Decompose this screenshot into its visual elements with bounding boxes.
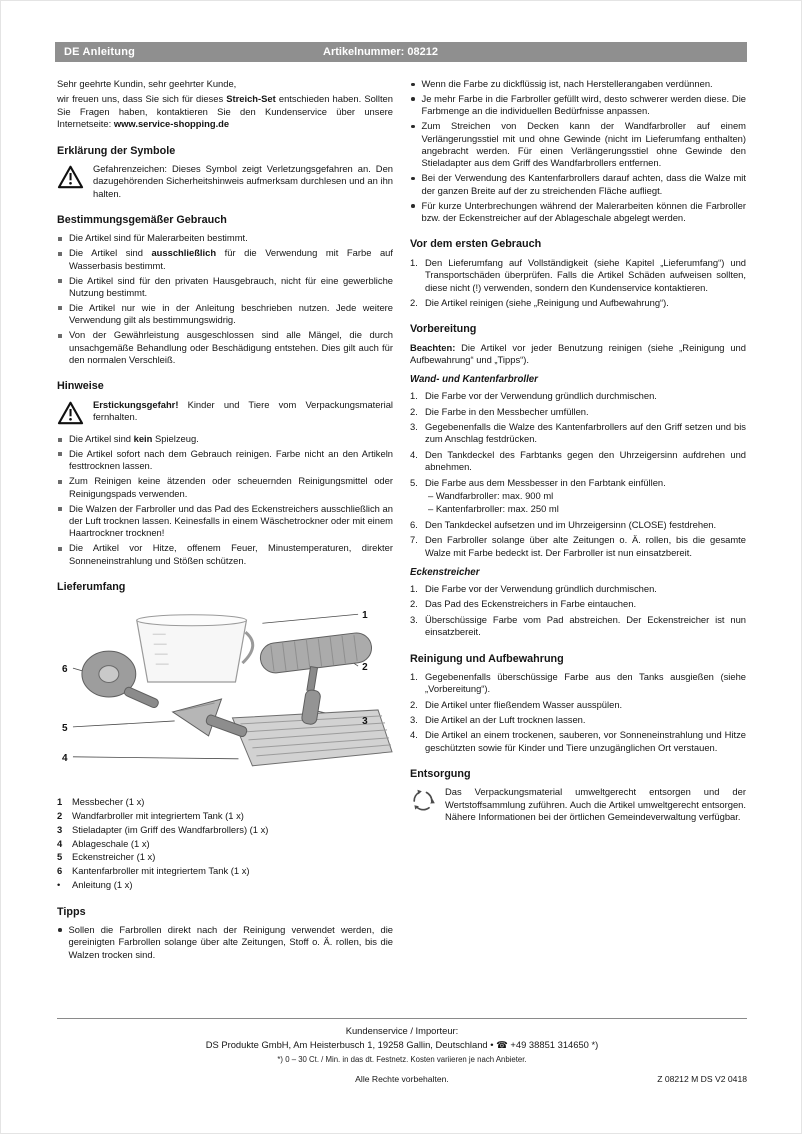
header-bar bbox=[55, 42, 747, 62]
callout-line bbox=[73, 721, 175, 727]
footer-address-line bbox=[57, 1039, 747, 1051]
vorbereitung-note: Beachten: Die Artikel vor jeder Benutzung reinigen (siehe „Reinigung und Aufbewahrung“ und „Tipps“). bbox=[410, 341, 746, 365]
header-article-number: Artikelnummer: 08212 bbox=[323, 46, 438, 58]
salutation: Sehr geehrte Kundin, sehr geehrter Kunde, bbox=[57, 78, 237, 89]
section-heading-lieferumfang: Lieferumfang bbox=[57, 581, 126, 594]
bullet-dot-icon bbox=[58, 928, 62, 932]
sub-item: – Kantenfarbroller: max. 250 ml bbox=[428, 503, 559, 515]
list-item-text: Zum Streichen von Decken kann der Wandfarbroller auf einem Verlängerungsstiel mit und ohne Gewinde (nicht im Lieferumfang enthalten) angebracht werden. Für einen Verlängerungsstiel ohne Gewinde den Stieladapter aus dem Griff des Wandfarbrollers entfernen. bbox=[421, 120, 746, 169]
numbered-item: Den Farbroller solange über alte Zeitungen o. Ä. rollen, bis die gesamte Walze mit Farbe bedeckt ist. Der Farbroller ist nun einsatzbereit. bbox=[425, 534, 746, 558]
legend-text: Stieladapter (im Griff des Wandfarbrollers) (1 x) bbox=[72, 823, 269, 835]
symbol-warning-block bbox=[57, 163, 393, 200]
section-heading-erster-gebrauch: Vor dem ersten Gebrauch bbox=[410, 238, 542, 251]
legend-text: Kantenfarbroller mit integriertem Tank (1 x) bbox=[72, 865, 250, 877]
section-heading-reinigung: Reinigung und Aufbewahrung bbox=[410, 652, 564, 665]
entsorgung-text: Das Verpackungsmaterial umweltgerecht entsorgen und der Wertstoffsammlung zuführen. Auch die Artikel umweltgerecht entsorgen. Nähere Informationen bei der örtlichen Gemeindeverwaltung verfügbar. bbox=[445, 786, 746, 823]
numbered-item: Das Pad des Eckenstreichers in Farbe eintauchen. bbox=[425, 598, 637, 610]
numbered-item-text: Die Farbe aus dem Messbesser in den Farbtank einfüllen. bbox=[425, 476, 666, 488]
legend-num: 6 bbox=[57, 865, 63, 877]
callout-4: 4 bbox=[61, 753, 68, 765]
numbered-item: Überschüssige Farbe vom Pad abstreichen. Der Eckenstreicher ist nun einsatzbereit. bbox=[425, 613, 746, 638]
numbered-item: Die Artikel unter fließendem Wasser ausspülen. bbox=[425, 698, 623, 710]
bullet-square-icon bbox=[58, 438, 62, 442]
list-item-text: Die Artikel sind ausschließlich für die Verwendung mit Farbe auf Wasserbasis bestimmt. bbox=[69, 247, 393, 271]
list-item-text: Für kurze Unterbrechungen während der Malerarbeiten können die Farbroller bzw. der Eckenstreicher auf der Ablageschale abgelegt werden. bbox=[421, 199, 746, 224]
list-item-text: Wenn die Farbe zu dickflüssig ist, nach Herstellerangaben verdünnen. bbox=[421, 78, 713, 89]
numbered-item bbox=[410, 477, 746, 516]
legend-text: Eckenstreicher (1 x) bbox=[72, 851, 156, 863]
callout-2: 2 bbox=[362, 662, 368, 674]
footer-rights: Alle Rechte vorbehalten. bbox=[355, 1074, 449, 1085]
numbered-item: Den Tankdeckel aufsetzen und im Uhrzeigersinn (CLOSE) festdrehen. bbox=[425, 518, 717, 530]
section-heading-gebrauch: Bestimmungsgemäßer Gebrauch bbox=[57, 214, 227, 227]
eckenstreicher-steps bbox=[410, 583, 746, 639]
list-item bbox=[57, 475, 393, 500]
numbered-item: Die Farbe in den Messbecher umfüllen. bbox=[425, 405, 589, 417]
hinweise-warning-text: Erstickungsgefahr! Kinder und Tiere vom Verpackungsmaterial fernhalten. bbox=[93, 398, 393, 423]
legend-row bbox=[57, 824, 393, 836]
left-column bbox=[57, 78, 393, 964]
bullet-dot-icon bbox=[411, 177, 415, 181]
legend-num: 3 bbox=[57, 823, 63, 835]
list-item bbox=[410, 120, 746, 170]
legend-num: 1 bbox=[57, 795, 63, 807]
numbered-item: Die Artikel reinigen (siehe „Reinigung und Aufbewahrung“). bbox=[425, 296, 669, 308]
bullet-square-icon bbox=[58, 480, 62, 484]
legend-text: Messbecher (1 x) bbox=[72, 795, 145, 807]
footer-bottom-row bbox=[57, 1074, 747, 1085]
bullet-square-icon bbox=[58, 452, 62, 456]
section-heading-hinweise: Hinweise bbox=[57, 380, 104, 393]
list-item-text: Die Artikel sind für den privaten Hausgebrauch, nicht für eine gewerbliche Nutzung bestimmt. bbox=[69, 274, 393, 298]
symbol-warning-text: Gefahrenzeichen: Dieses Symbol zeigt Verletzungsgefahren an. Den dazugehörenden Sicherheitshinweis aufmerksam durchlesen und an ihn halten. bbox=[93, 162, 393, 199]
footer-phone-number: +49 38851 314650 *) bbox=[507, 1039, 599, 1051]
legend-row bbox=[57, 879, 393, 891]
legend-row bbox=[57, 865, 393, 877]
legend-text: Wandfarbroller mit integriertem Tank (1 x) bbox=[72, 809, 244, 821]
bullet-dot-icon bbox=[411, 97, 415, 101]
hinweise-list bbox=[57, 433, 393, 567]
right-column bbox=[410, 78, 746, 964]
bullet-square-icon bbox=[58, 252, 62, 256]
lieferumfang-figure bbox=[57, 600, 393, 791]
bullet-square-icon bbox=[58, 279, 62, 283]
list-item bbox=[57, 503, 393, 540]
bullet-square-icon bbox=[58, 334, 62, 338]
list-item bbox=[57, 247, 393, 272]
recycle-icon bbox=[410, 788, 436, 815]
numbered-item: Die Artikel an einem trockenen, sauberen, vor Sonneneinstrahlung und Hitze geschützten sowie für Kinder und Tiere unzugänglichen Ort verstauen. bbox=[425, 729, 746, 753]
list-item bbox=[57, 302, 393, 327]
bullet-square-icon bbox=[58, 547, 62, 551]
numbered-item: Die Artikel an der Luft trocknen lassen. bbox=[425, 713, 586, 725]
list-item bbox=[57, 924, 393, 961]
list-item-text: Sollen die Farbrollen direkt nach der Reinigung verwendet werden, die gereinigten Farbrollen solange über alte Zeitungen, Stoff o. Ä. rollen, bis die Walzen trocken sind. bbox=[68, 923, 393, 960]
footer-address-text: DS Produkte GmbH, Am Heisterbusch 1, 19258 Gallin, Deutschland • bbox=[205, 1039, 497, 1051]
list-item-text: Die Walzen der Farbroller und das Pad des Eckenstreichers ausschließlich an der Luft trocknen lassen. Keinesfalls in einem Wäschetrockner oder mit einem Haartrockner trocknen! bbox=[69, 502, 393, 539]
bullet-dot-icon bbox=[411, 83, 415, 87]
list-item-text: Bei der Verwendung des Kantenfarbrollers darauf achten, dass die Walze mit der ganzen Breite auf der zu streichenden Fläche aufliegt. bbox=[421, 172, 746, 196]
list-item-text: Die Artikel sind für Malerarbeiten bestimmt. bbox=[69, 232, 248, 244]
callout-line bbox=[73, 757, 239, 759]
list-item bbox=[410, 172, 746, 197]
list-item bbox=[410, 78, 746, 90]
legend-text: Anleitung (1 x) bbox=[72, 879, 133, 891]
list-item bbox=[57, 329, 393, 366]
list-item-text: Von der Gewährleistung ausgeschlossen sind alle Mängel, die durch unsachgemäße Behandlung oder Beschädigung entstehen. Dies gilt auch für den normalen Verschleiß. bbox=[69, 329, 393, 365]
legend-row bbox=[57, 851, 393, 863]
entsorgung-block bbox=[410, 786, 746, 823]
numbered-item: Die Farbe vor der Verwendung gründlich durchmischen. bbox=[425, 390, 657, 402]
subheading-wand-kantenfarbroller: Wand- und Kantenfarbroller bbox=[410, 374, 538, 386]
footer-service-label: Kundenservice / Importeur: bbox=[345, 1025, 459, 1036]
subheading-eckenstreicher: Eckenstreicher bbox=[410, 567, 480, 579]
legend-num: 2 bbox=[57, 809, 63, 821]
list-item-text: Die Artikel nur wie in der Anleitung beschrieben nutzen. Jede weitere Verwendung gilt als bestimmungswidrig. bbox=[69, 301, 393, 326]
section-heading-tipps: Tipps bbox=[57, 905, 86, 918]
erster-gebrauch-list bbox=[410, 257, 746, 310]
list-item bbox=[57, 448, 393, 473]
list-item-text: Je mehr Farbe in die Farbroller gefüllt wird, desto schwerer werden diese. Die Farbmenge an die individuellen Bedürfnisse anpassen. bbox=[421, 92, 746, 117]
numbered-item: Gegebenenfalls überschüssige Farbe aus den Tanks ausgießen (siehe „Vorbereitung“). bbox=[425, 670, 746, 695]
section-heading-symbole: Erklärung der Symbole bbox=[57, 144, 176, 157]
list-item-text: Die Artikel vor Hitze, offenem Feuer, Minustemperaturen, direkter Sonneneinstrahlung und Stößen schützen. bbox=[69, 542, 393, 566]
callout-3: 3 bbox=[362, 716, 368, 728]
legend-num: 5 bbox=[57, 851, 63, 863]
section-heading-entsorgung: Entsorgung bbox=[410, 768, 471, 781]
list-item bbox=[410, 93, 746, 118]
numbered-item: Gegebenenfalls die Walze des Kantenfarbrollers auf den Griff setzen und bis zum Anschlag festdrücken. bbox=[425, 421, 746, 445]
list-item bbox=[57, 542, 393, 567]
footer-footnote: *) 0 – 30 Ct. / Min. in das dt. Festnetz. Kosten variieren je nach Anbieter. bbox=[277, 1054, 527, 1064]
callout-6: 6 bbox=[61, 664, 68, 676]
legend-row bbox=[57, 838, 393, 850]
callout-line bbox=[262, 615, 358, 624]
sub-item: – Wandfarbroller: max. 900 ml bbox=[428, 490, 554, 502]
warning-triangle-icon bbox=[57, 165, 84, 192]
bullet-dot-icon bbox=[411, 125, 415, 129]
footer-document-code: Z 08212 M DS V2 0418 bbox=[657, 1074, 747, 1085]
list-item bbox=[57, 433, 393, 445]
section-heading-vorbereitung: Vorbereitung bbox=[410, 323, 477, 336]
legend-text: Ablageschale (1 x) bbox=[72, 837, 150, 849]
footer bbox=[57, 1018, 747, 1085]
list-item-text: Zum Reinigen keine ätzenden oder scheuernden Reinigungsmittel oder Reinigungspads verwenden. bbox=[69, 475, 393, 499]
reinigung-list bbox=[410, 671, 746, 754]
numbered-item: Die Farbe vor der Verwendung gründlich durchmischen. bbox=[425, 582, 657, 594]
legend-num: 4 bbox=[57, 837, 63, 849]
tipps-list-left bbox=[57, 924, 393, 961]
list-item bbox=[410, 200, 746, 225]
bullet-square-icon bbox=[58, 306, 62, 310]
legend-row bbox=[57, 796, 393, 808]
service-url[interactable]: www.service-shopping.de bbox=[113, 118, 230, 130]
bullet-dot-icon bbox=[411, 204, 415, 208]
numbered-item: Den Tankdeckel des Farbtanks gegen den Uhrzeigersinn aufdrehen und abnehmen. bbox=[425, 448, 746, 473]
lieferumfang-legend bbox=[57, 796, 393, 892]
bullet-square-icon bbox=[58, 507, 62, 511]
list-item bbox=[57, 275, 393, 300]
messbecher-drawing bbox=[137, 615, 253, 682]
header-language-title: DE Anleitung bbox=[64, 46, 136, 58]
footer-divider bbox=[57, 1018, 747, 1019]
gebrauch-list bbox=[57, 232, 393, 366]
phone-icon: ☎ bbox=[496, 1039, 508, 1051]
list-item-text: Die Artikel sofort nach dem Gebrauch reinigen. Farbe nicht an den Artikeln festtrocknen lassen. bbox=[69, 447, 393, 472]
legend-row bbox=[57, 810, 393, 822]
bullet-square-icon bbox=[58, 237, 62, 241]
wand-kantenfarbroller-steps bbox=[410, 390, 746, 559]
hinweise-warning-block bbox=[57, 399, 393, 428]
list-item bbox=[57, 232, 393, 244]
callout-1: 1 bbox=[362, 610, 368, 622]
tipps-list-right bbox=[410, 78, 746, 224]
list-item-text: Die Artikel sind kein Spielzeug. bbox=[69, 433, 199, 445]
content-columns bbox=[57, 78, 747, 964]
numbered-item: Den Lieferumfang auf Vollständigkeit (siehe Kapitel „Lieferumfang“) und Transportschäden überprüfen. Falls die Artikel Schäden aufweisen sollten, diese nicht (!) verwenden, sondern den Kundenservice kontaktieren. bbox=[425, 256, 746, 293]
legend-bullet: • bbox=[57, 879, 61, 891]
intro-paragraph: wir freuen uns, dass Sie sich für dieses Streich-Set entschieden haben. Sollten Sie Fragen haben, kontaktieren Sie den Kundenservice über unsere Internetseite: www.service-shopping.de bbox=[57, 93, 393, 130]
warning-triangle-icon bbox=[57, 401, 84, 428]
callout-5: 5 bbox=[61, 723, 68, 735]
